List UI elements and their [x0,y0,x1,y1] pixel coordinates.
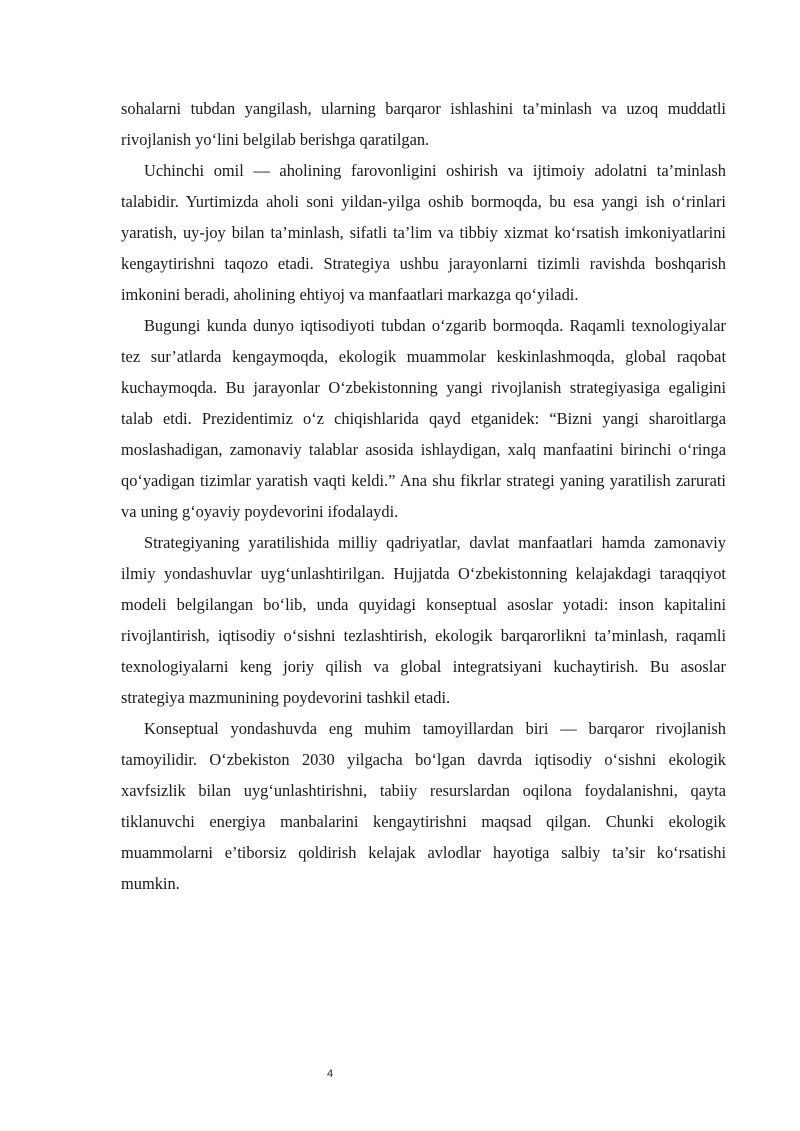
page-number: 4 [326,1068,334,1080]
paragraph: Konseptual yondashuvda eng muhim tamoyillardan biri — barqaror rivojlanish tamoyilidir. O‘zbekiston 2030 yilgacha bo‘lgan davrda iqtisodiy o‘sishni ekologik xavfsizlik bilan uyg‘unlashtirishni, tabiiy resurslardan oqilona foydalanishni, qayta tiklanuvchi energiya manbalarini kengaytirishni maqsad qilgan. Chunki ekologik muammolarni e’tiborsiz qoldirish kelajak avlodlar hayotiga salbiy ta’sir ko‘rsatishi mumkin. [121,719,726,893]
paragraph: Bugungi kunda dunyo iqtisodiyoti tubdan o‘zgarib bormoqda. Raqamli texnologiyalar tez sur’atlarda kengaymoqda, ekologik muammolar keskinlashmoqda, global raqobat kuchaymoqda. Bu jarayonlar O‘zbekistonning yangi rivojlanish strategiyasiga egaligini talab etdi. Prezidentimiz o‘z chiqishlarida qayd etganidek: “Bizni yangi sharoitlarga moslashadigan, zamonaviy talablar asosida ishlaydigan, xalq manfaatini birinchi o‘ringa qo‘yadigan tizimlar yaratish vaqti keldi.” Ana shu fikrlar strategi yaning yaratilish zarurati va uning g‘oyaviy poydevorini ifodalaydi. [121,316,726,521]
paragraph: Uchinchi omil — aholining farovonligini oshirish va ijtimoiy adolatni ta’minlash talabidir. Yurtimizda aholi soni yildan-yilga oshib bormoqda, bu esa yangi ish o‘rinlari yaratish, uy-joy bilan ta’minlash, sifatli ta’lim va tibbiy xizmat ko‘rsatish imkoniyatlarini kengaytirishni taqozo etadi. Strategiya ushbu jarayonlarni tizimli ravishda boshqarish imkonini beradi, aholining ehtiyoj va manfaatlari markazga qo‘yiladi. [121,161,726,304]
paragraph-continuation: sohalarni tubdan yangilash, ularning barqaror ishlashini ta’minlash va uzoq muddatli rivojlanish yo‘lini belgilab berishga qaratilgan. [121,99,726,149]
paragraph: Strategiyaning yaratilishida milliy qadriyatlar, davlat manfaatlari hamda zamonaviy ilmiy yondashuvlar uyg‘unlashtirilgan. Hujjatda O‘zbekistonning kelajakdagi taraqqiyot modeli belgilangan bo‘lib, unda quyidagi konseptual asoslar yotadi: inson kapitalini rivojlantirish, iqtisodiy o‘sishni tezlashtirish, ekologik barqarorlikni ta’minlash, raqamli texnologiyalarni keng joriy qilish va global integratsiyani kuchaytirish. Bu asoslar strategiya mazmunining poydevorini tashkil etadi. [121,533,726,707]
body-text [121,93,726,899]
